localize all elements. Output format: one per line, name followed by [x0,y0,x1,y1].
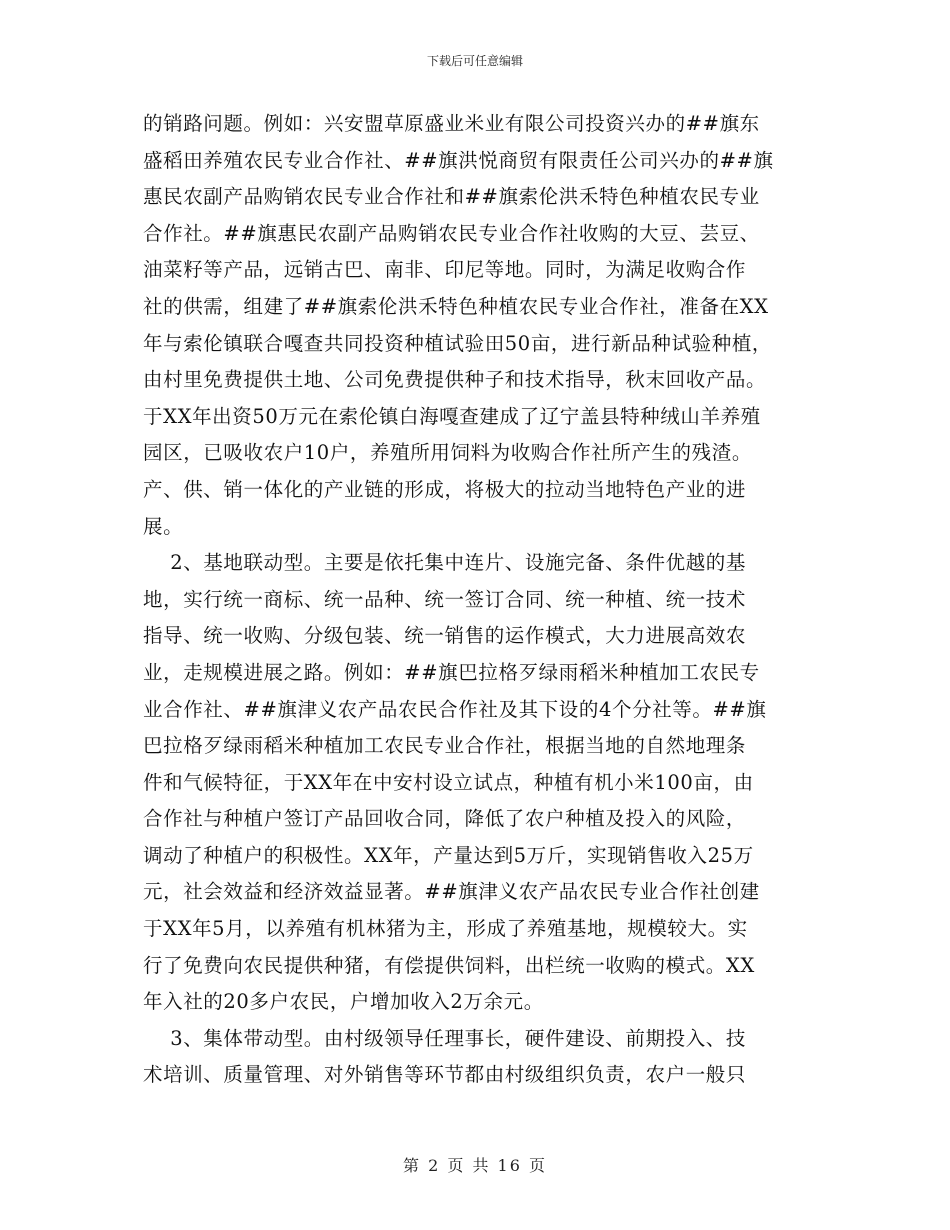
text-line: 年入社的20多户农民，户增加收入2万余元。 [143,990,544,1014]
text-line: 件和气候特征，于XX年在中安村设立试点，种植有机小米100亩，由 [143,770,754,794]
text-line: 合作社与种植户签订产品回收合同，降低了农户种植及投入的风险， [143,807,747,831]
text-line: 年与索伦镇联合嘎查共同投资种植试验田50亩，进行新品种试验种植， [143,331,773,355]
text-line: 巴拉格歹绿雨稻米种植加工农民专业合作社，根据当地的自然地理条 [143,734,747,758]
document-body [143,106,808,1094]
text-line: 合作社。##旗惠民农副产品购销农民专业合作社收购的大豆、芸豆、 [143,221,760,245]
text-line: 产、供、销一体化的产业链的形成，将极大的拉动当地特色产业的进 [143,477,747,501]
text-line: 行了免费向农民提供种猪，有偿提供饲料，出栏统一收购的模式。XX [143,953,755,977]
page-number-footer: 第 2 页 共 16 页 [403,1156,547,1175]
text-line: 调动了种植户的积极性。XX年，产量达到5万斤，实现销售收入25万 [143,843,754,867]
text-line: 惠民农副产品购销农民专业合作社和##旗索伦洪禾特色种植农民专业 [143,185,760,209]
text-line: 术培训、质量管理、对外销售等环节都由村级组织负责，农户一般只 [143,1063,747,1087]
text-line: 于XX年出资50万元在索伦镇白海嘎查建成了辽宁盖县特种绒山羊养殖 [143,404,761,428]
text-line: 社的供需，组建了##旗索伦洪禾特色种植农民专业合作社，准备在XX [143,294,769,318]
page-header: 下载后可任意编辑 [426,54,523,68]
text-line: 3、集体带动型。由村级领导任理事长，硬件建设、前期投入、技 [143,1026,747,1050]
text-line: 的销路问题。例如：兴安盟草原盛业米业有限公司投资兴办的##旗东 [143,112,760,135]
text-line: 元，社会效益和经济效益显著。##旗津义农产品农民专业合作社创建 [143,880,760,904]
text-line: 展。 [143,514,184,538]
text-line: 2、基地联动型。主要是依托集中连片、设施完备、条件优越的基 [143,551,747,575]
text-line: 由村里免费提供土地、公司免费提供种子和技术指导，秋末回收产品。 [143,368,767,392]
text-line: 盛稻田养殖农民专业合作社、##旗洪悦商贸有限责任公司兴办的##旗 [143,148,774,172]
text-line: 业，走规模进展之路。例如：##旗巴拉格歹绿雨稻米种植加工农民专 [143,660,760,684]
text-line: 于XX年5月，以养殖有机林猪为主，形成了养殖基地，规模较大。实 [143,917,748,941]
text-line: 业合作社、##旗津义农产品农民合作社及其下设的4个分社等。##旗 [143,697,767,721]
text-line: 地，实行统一商标、统一品种、统一签订合同、统一种植、统一技术 [143,587,747,611]
text-line: 园区，已吸收农户10户，养殖所用饲料为收购合作社所产生的残渣。 [143,441,752,465]
text-line: 油菜籽等产品，远销古巴、南非、印尼等地。同时，为满足收购合作 [143,258,747,282]
text-line: 指导、统一收购、分级包装、统一销售的运作模式，大力进展高效农 [143,624,747,648]
